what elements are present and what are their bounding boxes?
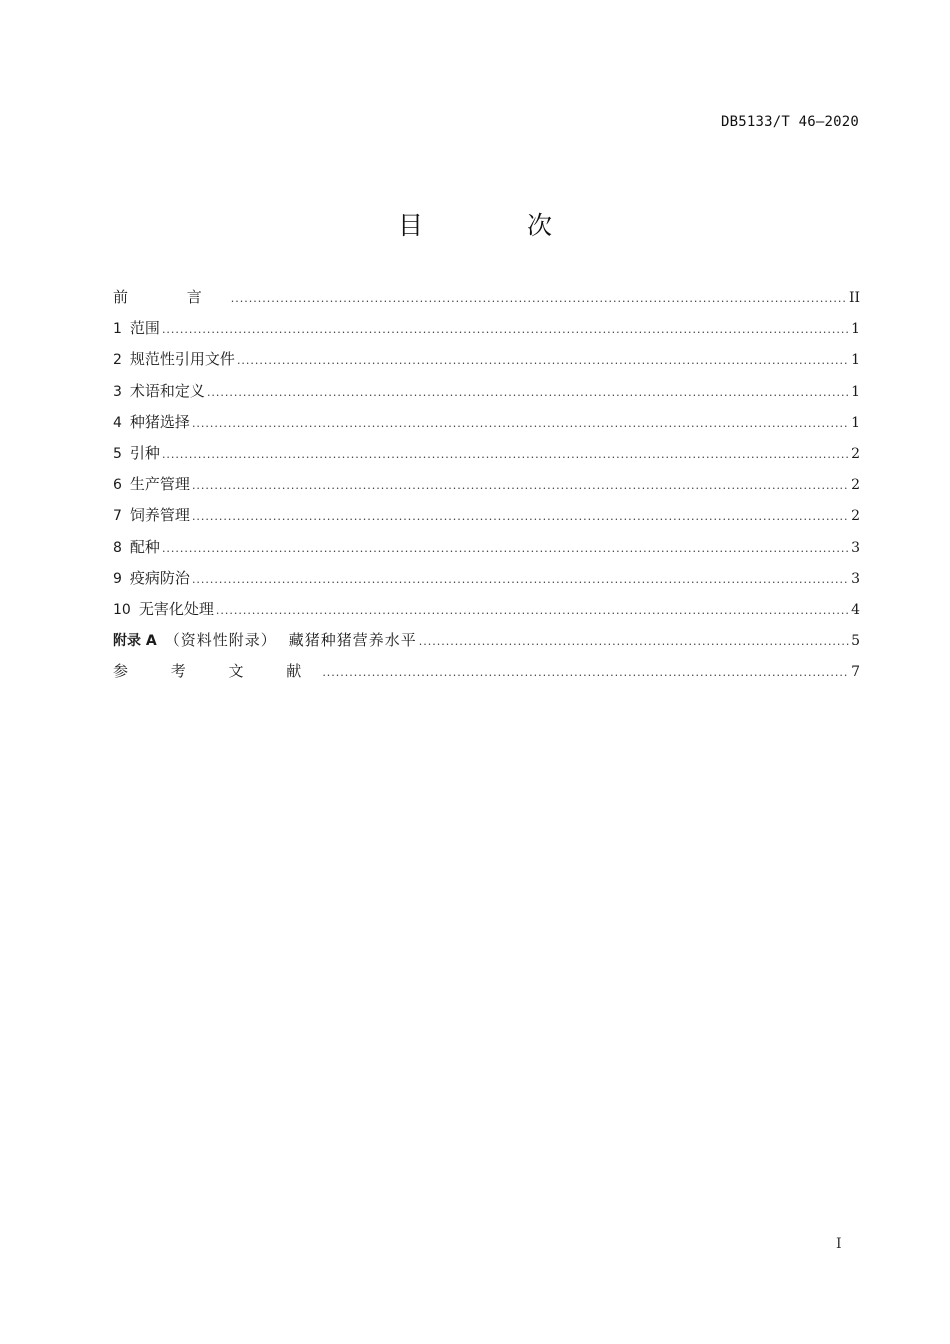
toc-entry-label: 饲养管理 <box>129 506 190 525</box>
toc-entry-number: 8 <box>113 539 122 556</box>
toc-appendix-prefix: 附录 A <box>113 633 157 650</box>
toc-entry-label: 藏猪种猪营养水平 <box>288 631 417 650</box>
toc-leader-dots <box>419 631 849 653</box>
toc-title: 目 次 <box>398 211 600 240</box>
toc-entry-page: 1 <box>851 414 860 431</box>
toc-leader-dots <box>216 600 849 622</box>
toc-entry-page: 2 <box>851 477 860 494</box>
toc-entry-number: 3 <box>113 383 122 400</box>
toc-entry-label: 术语和定义 <box>129 381 205 400</box>
toc-entry-foreword[interactable] <box>113 286 860 317</box>
toc-entry-number: 7 <box>113 508 122 525</box>
toc-entry-number: 1 <box>113 321 122 338</box>
toc-leader-dots <box>207 382 849 404</box>
toc-entry-page: 5 <box>851 633 860 650</box>
toc-entry-label: 参 考 文 献 <box>113 662 321 681</box>
toc-appendix-type: （资料性附录） <box>164 631 277 650</box>
page-number: I <box>836 1236 842 1252</box>
toc-entry-references[interactable] <box>113 660 860 691</box>
toc-leader-dots <box>237 350 849 372</box>
toc-entry-label: 前 言 <box>113 288 229 306</box>
toc-entry-disease-prevention[interactable] <box>113 567 860 598</box>
toc-entry-page: 7 <box>851 664 860 681</box>
toc-entry-number: 10 <box>113 601 131 618</box>
toc-leader-dots <box>192 569 849 591</box>
toc-leader-dots <box>322 662 849 684</box>
toc-leader-dots <box>162 319 849 341</box>
toc-entry-label: 生产管理 <box>129 475 190 494</box>
toc-entry-number: 5 <box>113 445 122 462</box>
toc-entry-page: 4 <box>851 601 860 618</box>
toc-entry-scope[interactable] <box>113 317 860 348</box>
document-code: DB5133/T 46—2020 <box>720 114 859 130</box>
toc-entry-page: 3 <box>851 539 860 556</box>
toc-entry-label: 范围 <box>129 319 160 338</box>
toc-entry-harmless-treatment[interactable] <box>113 598 860 629</box>
toc-leader-dots <box>192 506 849 528</box>
toc-leader-dots <box>162 538 849 560</box>
toc-entry-appendix-a[interactable] <box>113 629 860 660</box>
toc-entry-breeding-pig-selection[interactable] <box>113 411 860 442</box>
toc-entry-label: 配种 <box>129 537 160 556</box>
toc-entry-label: 疫病防治 <box>129 568 190 587</box>
toc-entry-page: 2 <box>851 445 860 462</box>
toc-entry-label: 引种 <box>129 443 160 462</box>
toc-entry-label: 无害化处理 <box>138 599 214 618</box>
toc-leader-dots <box>192 475 849 497</box>
toc-entry-page: 1 <box>851 321 860 338</box>
toc-entry-introduction[interactable] <box>113 442 860 473</box>
toc-entry-number: 4 <box>113 414 122 431</box>
toc-leader-dots <box>231 288 847 310</box>
toc-entry-page: 2 <box>851 508 860 525</box>
toc-entry-number: 6 <box>113 477 122 494</box>
toc-entry-normative-references[interactable] <box>113 348 860 379</box>
toc-entry-label: 规范性引用文件 <box>129 350 235 369</box>
toc-leader-dots <box>162 444 849 466</box>
toc-entry-page: II <box>848 290 860 306</box>
toc-entry-page: 1 <box>851 352 860 369</box>
toc-entry-label: 种猪选择 <box>129 412 190 431</box>
toc-entry-page: 1 <box>851 383 860 400</box>
toc-entry-mating[interactable] <box>113 536 860 567</box>
toc-entry-feeding-management[interactable] <box>113 504 860 535</box>
toc-entry-terms-definitions[interactable] <box>113 380 860 411</box>
toc-entry-page: 3 <box>851 570 860 587</box>
toc-entry-number: 2 <box>113 352 122 369</box>
table-of-contents <box>113 286 860 691</box>
toc-entry-number: 9 <box>113 570 122 587</box>
toc-entry-production-management[interactable] <box>113 473 860 504</box>
toc-leader-dots <box>192 413 849 435</box>
